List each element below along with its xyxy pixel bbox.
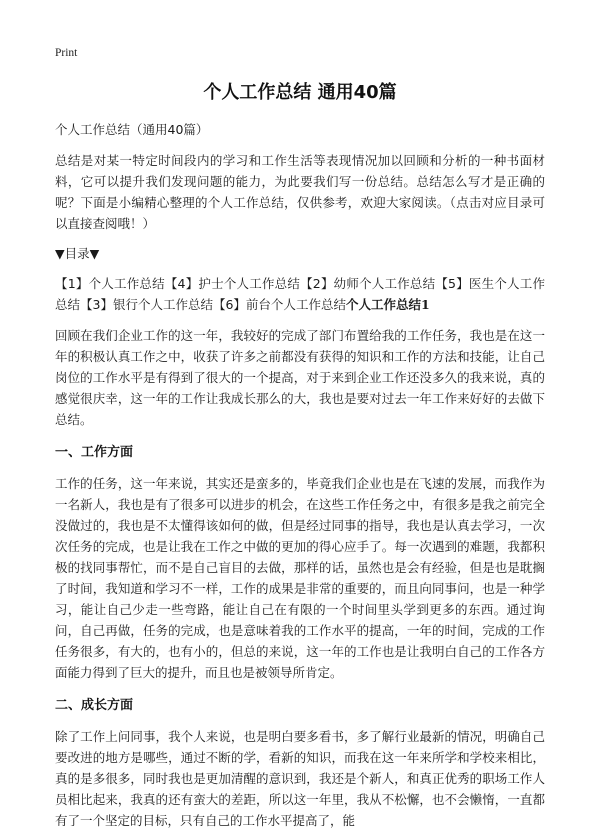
toc-link[interactable]: 【5】医生个人工作总结 xyxy=(55,276,545,312)
toc-link[interactable]: 【2】幼师个人工作总结 xyxy=(300,276,436,291)
section-paragraph: 工作的任务，这一年来说，其实还是蛮多的，毕竟我们企业也是在飞速的发展，而我作为一名新人，我也是有了很多可以进步的机会，在这些工作任务之中，有很多是我之前完全没做过的，我也是不太懂得该如何的做，但是经过同事的指导，我也是认真去学习，一次次任务的完成，也是让我在工作之中做的更加的得心应手了。每一次遇到的难题，我都积极的找同事帮忙，而不是自己盲目的去做，那样的话，虽然也是会有经验，但是也是耽搁了时间，我知道和学习不一样，工作的成果是非常的重要的，而且向同事问，也是一种学习，能让自己少走一些弯路，能让自己在有限的一个时间里头学到更多的东西。通过询问，自己再做，任务的完成，也是意味着我的工作水平的提高，一年的时间，完成的工作任务很多，有大的，也有小的，但总的来说，这一年的工作也是让我明白自己的工作各方面能力得到了巨大的提升，而且也是被领导所肯定。 xyxy=(55,476,545,680)
toc-trailing-heading: 个人工作总结1 xyxy=(345,297,430,312)
page-title: 个人工作总结 通用40篇 xyxy=(203,82,397,103)
print-link[interactable]: Print xyxy=(55,47,78,59)
toc-heading: ▼目录▼ xyxy=(55,246,100,261)
body-paragraph: 回顾在我们企业工作的这一年，我较好的完成了部门布置给我的工作任务，我也是在这一年的积极认真工作之中，收获了许多之前都没有获得的知识和工作的方法和技能，让自己岗位的工作水平是有得到了很大的一个提高，对于来到企业工作还没多久的我来说，真的感觉很庆幸，这一年的工作让我成长那么的大，我也是要对过去一年工作来好好的去做下总结。 xyxy=(55,328,545,427)
intro-paragraph: 总结是对某一特定时间段内的学习和工作生活等表现情况加以回顾和分析的一种书面材料，它可以提升我们发现问题的能力，为此要我们写一份总结。总结怎么写才是正确的呢？下面是小编精心整理的个人工作总结，仅供参考，欢迎大家阅读。（点击对应目录可以直接查阅哦！） xyxy=(55,153,545,231)
toc-link[interactable]: 【1】个人工作总结 xyxy=(55,276,165,291)
section-paragraph: 除了工作上问同事，我个人来说，也是明白要多看书，多了解行业最新的情况，明确自己要改进的地方是哪些，通过不断的学，看新的知识，而我在这一年来所学和学校来相比，真的是多很多，同时我也是更加清醒的意识到，我还是个新人，和真正优秀的职场工作人员相比起来，我真的还有蛮大的差距，所以这一年里，我从不松懈，也不会懒惰，一直都有了一个坚定的目标，只有自己的工作水平提高了，能 xyxy=(55,729,545,828)
document-body xyxy=(55,119,545,831)
toc-link[interactable]: 【4】护士个人工作总结 xyxy=(164,276,301,291)
toc-link[interactable]: 【3】银行个人工作总结 xyxy=(80,297,213,312)
table-of-contents xyxy=(55,273,545,315)
section-heading: 一、工作方面 xyxy=(55,445,134,460)
document-subtitle: 个人工作总结（通用40篇） xyxy=(55,122,209,137)
section-heading: 二、成长方面 xyxy=(55,698,134,713)
toc-link[interactable]: 【6】前台个人工作总结 xyxy=(212,297,346,312)
